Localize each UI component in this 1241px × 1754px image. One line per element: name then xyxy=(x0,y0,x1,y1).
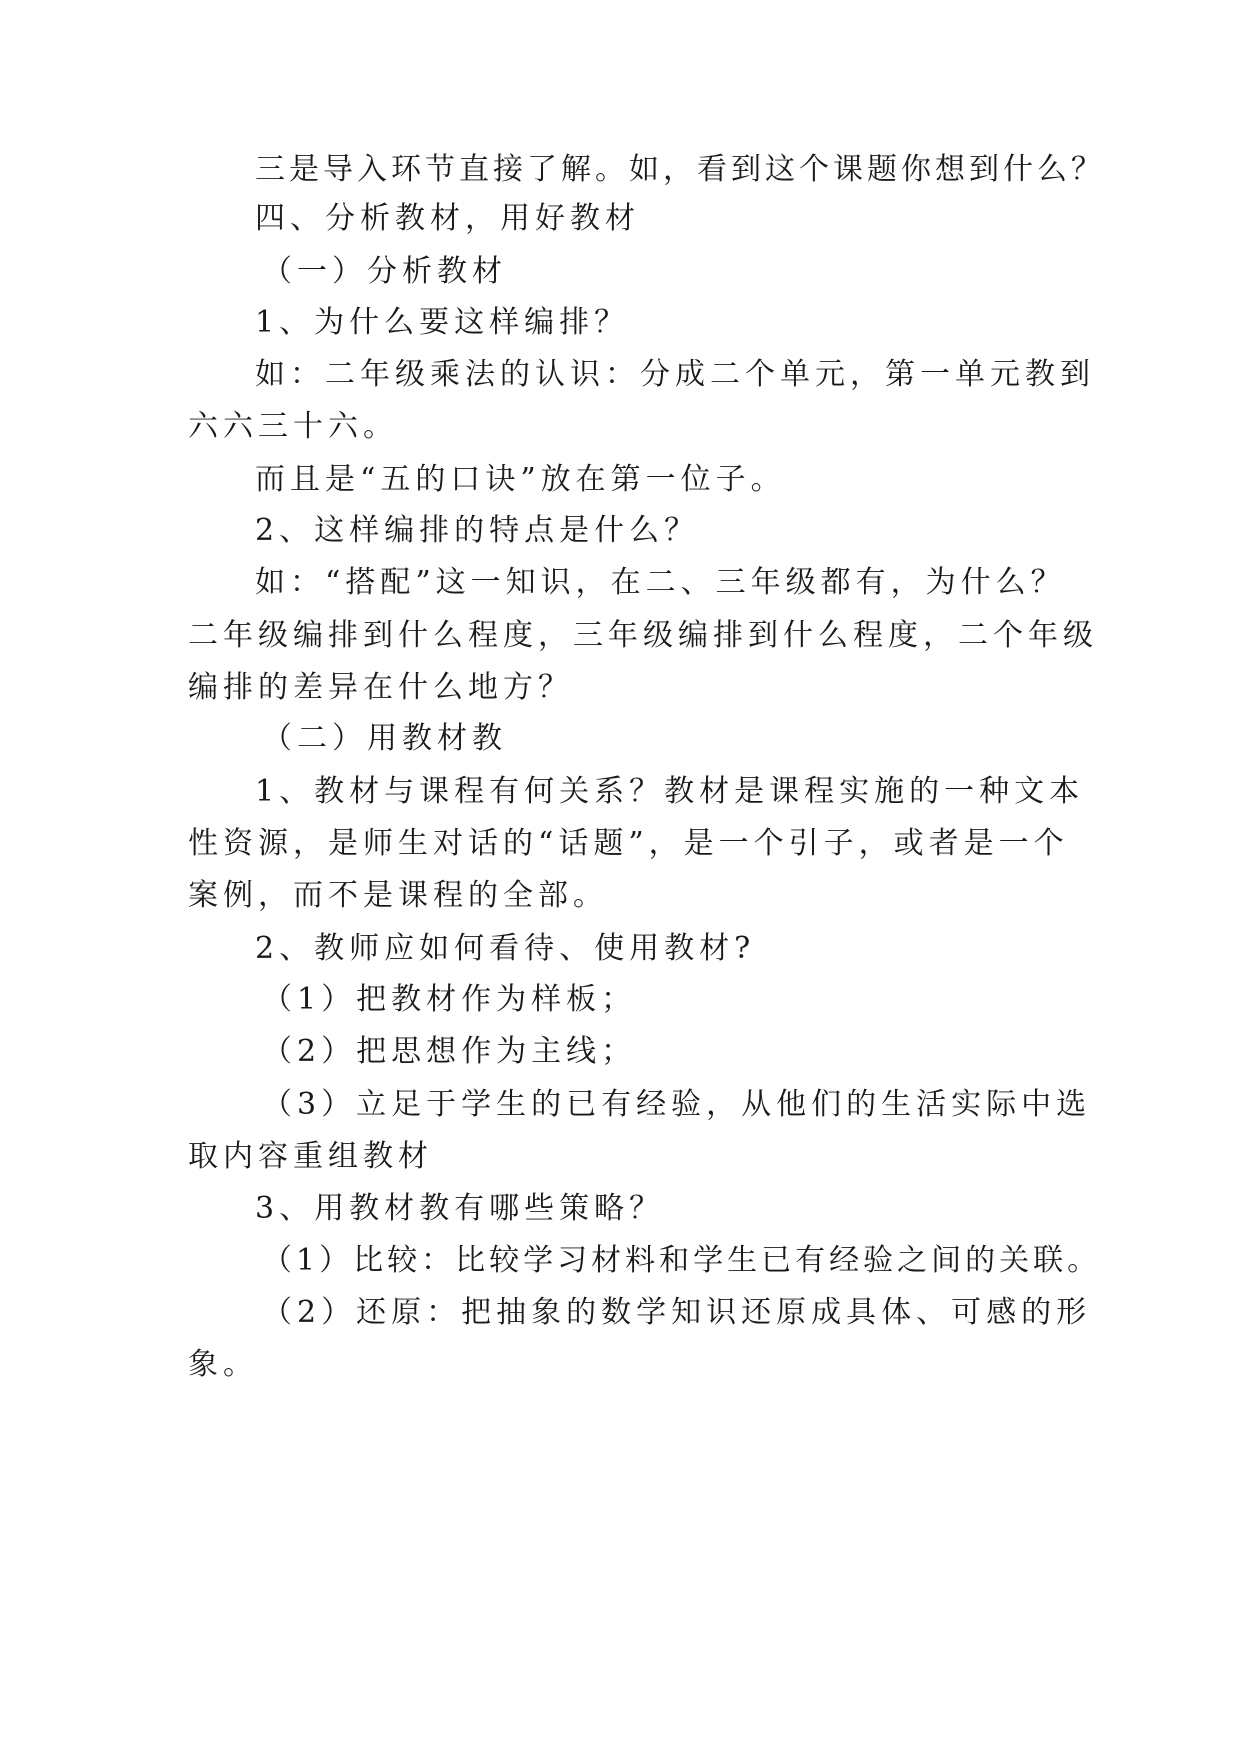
paragraph-line: 编排的差异在什么地方？ xyxy=(188,670,573,705)
paragraph-line: 二年级编排到什么程度，三年级编排到什么程度，二个年级 xyxy=(188,618,1098,653)
question-heading: 3、用教材教有哪些策略？ xyxy=(255,1191,665,1226)
subsection-heading: （一）分析教材 xyxy=(262,254,507,289)
list-item: （2）还原：把抽象的数学知识还原成具体、可感的形 xyxy=(262,1295,1092,1330)
question-heading: 2、这样编排的特点是什么？ xyxy=(255,513,700,548)
paragraph-line: 如：“搭配”这一知识，在二、三年级都有，为什么？ xyxy=(255,565,1066,600)
subsection-heading: （二）用教材教 xyxy=(262,721,507,756)
section-heading: 四、分析教材，用好教材 xyxy=(255,201,640,236)
paragraph-line: 六六三十六。 xyxy=(188,409,398,444)
list-item: （2）把思想作为主线； xyxy=(262,1034,637,1069)
paragraph-line: 1、教材与课程有何关系？教材是课程实施的一种文本 xyxy=(255,774,1085,809)
question-heading: 2、教师应如何看待、使用教材? xyxy=(255,931,756,966)
paragraph-line: 取内容重组教材 xyxy=(188,1139,433,1174)
list-item: （1）比较：比较学习材料和学生已有经验之间的关联。 xyxy=(262,1243,1102,1278)
paragraph-line: 三是导入环节直接了解。如，看到这个课题你想到什么？ xyxy=(255,152,1105,187)
paragraph-line: 而且是“五的口诀”放在第一位子。 xyxy=(255,462,786,497)
list-item: （3）立足于学生的已有经验，从他们的生活实际中选 xyxy=(262,1087,1092,1122)
paragraph-line: 如：二年级乘法的认识：分成二个单元，第一单元教到 xyxy=(255,357,1095,392)
list-item: （1）把教材作为样板； xyxy=(262,982,637,1017)
paragraph-line: 案例，而不是课程的全部。 xyxy=(188,878,608,913)
paragraph-line: 性资源，是师生对话的“话题”，是一个引子，或者是一个 xyxy=(188,826,1069,861)
paragraph-line: 象。 xyxy=(188,1347,258,1382)
question-heading: 1、为什么要这样编排？ xyxy=(255,305,630,340)
